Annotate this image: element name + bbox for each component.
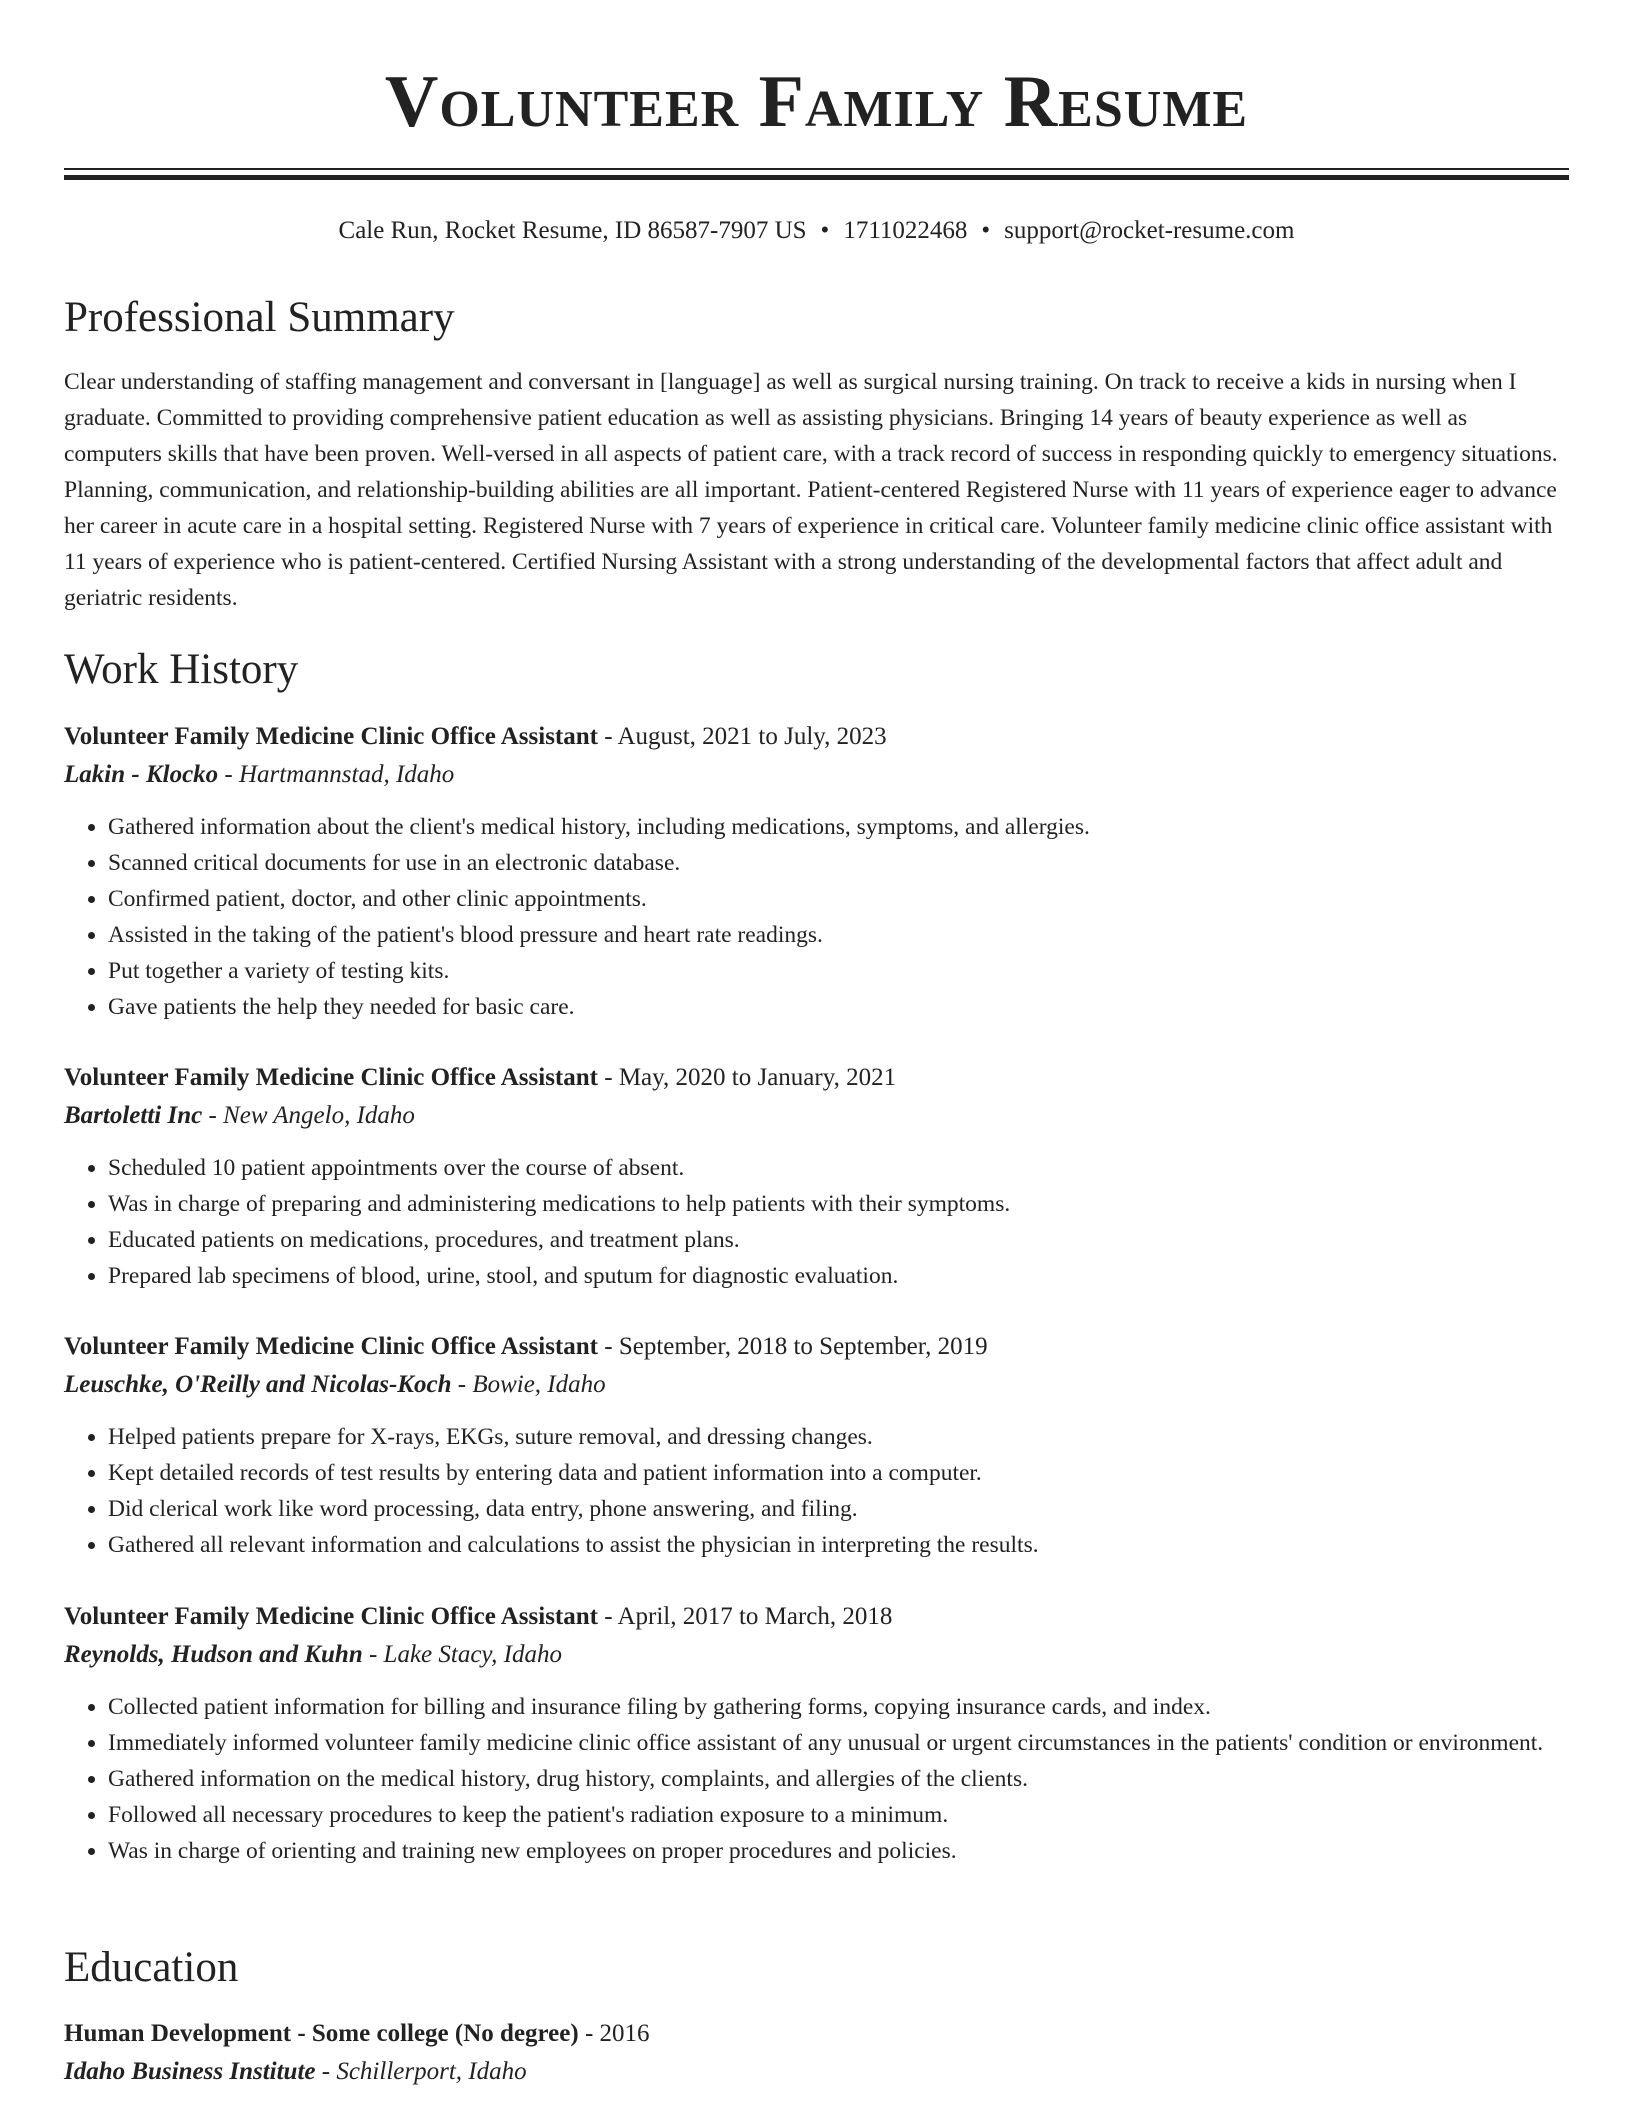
job-duty: • Was in charge of preparing and administering medications to help patients with their symptoms. — [108, 1186, 1569, 1222]
job-location: Lake Stacy, Idaho — [383, 1641, 562, 1668]
education-degree: Human Development - Some college (No degree) — [64, 2020, 579, 2047]
title-rule-thick — [64, 175, 1569, 180]
job-duty: • Scanned critical documents for use in an electronic database. — [108, 845, 1569, 881]
job-dates: September, 2018 to September, 2019 — [618, 1333, 988, 1360]
job-company: Lakin - Klocko — [64, 761, 219, 788]
job-location: Hartmannstad, Idaho — [239, 761, 455, 788]
job-header: Volunteer Family Medicine Clinic Office Assistant - September, 2018 to September, 2019 — [64, 1333, 988, 1360]
job-dates: May, 2020 to January, 2021 — [618, 1064, 897, 1091]
contact-line — [64, 215, 1569, 247]
job-duty: • Immediately informed volunteer family medicine clinic office assistant of any unusual or urgent circumstances in the patients' condition or environment. — [108, 1725, 1569, 1761]
job-location: New Angelo, Idaho — [223, 1102, 415, 1129]
contact-phone: 1711022468 — [843, 217, 968, 244]
job-employer: Reynolds, Hudson and Kuhn - Lake Stacy, Idaho — [64, 1641, 562, 1668]
job-duty: • Did clerical work like word processing, data entry, phone answering, and filing. — [108, 1491, 1569, 1527]
job-title: Volunteer Family Medicine Clinic Office Assistant — [64, 1603, 598, 1630]
job-duty: • Gathered information on the medical history, drug history, complaints, and allergies of the clients. — [108, 1761, 1569, 1797]
job-duty: • Assisted in the taking of the patient's blood pressure and heart rate readings. — [108, 917, 1569, 953]
job-dates: April, 2017 to March, 2018 — [617, 1603, 893, 1630]
education-year: 2016 — [599, 2020, 650, 2047]
contact-separator: • — [820, 217, 830, 244]
education-entry — [64, 2016, 1569, 2094]
education-institution: Idaho Business Institute - Schillerport, Idaho — [64, 2058, 527, 2085]
resume-content — [64, 0, 1569, 2085]
summary-heading: Professional Summary — [64, 294, 455, 341]
job-company: Bartoletti Inc — [64, 1102, 203, 1129]
education-school: Idaho Business Institute — [64, 2058, 316, 2085]
education-location: Schillerport, Idaho — [336, 2058, 527, 2085]
job-employer: Bartoletti Inc - New Angelo, Idaho — [64, 1102, 415, 1129]
job-duty: • Helped patients prepare for X-rays, EKGs, suture removal, and dressing changes. — [108, 1419, 1569, 1455]
contact-address: Cale Run, Rocket Resume, ID 86587-7907 US — [338, 217, 807, 244]
education-heading: Education — [64, 1944, 239, 1991]
job-company: Leuschke, O'Reilly and Nicolas-Koch — [64, 1371, 452, 1398]
job-employer: Leuschke, O'Reilly and Nicolas-Koch - Bowie, Idaho — [64, 1371, 606, 1398]
education-header: Human Development - Some college (No degree) - 2016 — [64, 2020, 650, 2047]
job-duty: • Followed all necessary procedures to keep the patient's radiation exposure to a minimum. — [108, 1797, 1569, 1833]
job-duties-list — [64, 1419, 1569, 1563]
work-history-heading: Work History — [64, 646, 299, 693]
job-entry — [64, 1329, 1569, 1563]
summary-text: Clear understanding of staffing management and conversant in [language] as well as surgical nursing training. On track to receive a kids in nursing when I graduate. Committed to providing comprehensive patient education as well as assisting physicians. Bringing 14 years of beauty experience as well as computers skills that have been proven. Well-versed in all aspects of patient care, with a track record of success in responding quickly to emergency situations. Planning, communication, and relationship-building abilities are all important. Patient-centered Registered Nurse with 11 years of experience eager to advance her career in acute care in a hospital setting. Registered Nurse with 7 years of experience in critical care. Volunteer family medicine clinic office assistant with 11 years of experience who is patient-centered. Certified Nursing Assistant with a strong understanding of the developmental factors that affect adult and geriatric residents. — [64, 369, 1558, 611]
job-duty: • Gathered information about the client's medical history, including medications, symptoms, and allergies. — [108, 809, 1569, 845]
job-company: Reynolds, Hudson and Kuhn — [64, 1641, 363, 1668]
job-duty: • Collected patient information for billing and insurance filing by gathering forms, copying insurance cards, and index. — [108, 1689, 1569, 1725]
job-title: Volunteer Family Medicine Clinic Office Assistant — [64, 1064, 598, 1091]
job-employer: Lakin - Klocko - Hartmannstad, Idaho — [64, 761, 455, 788]
job-duty: • Kept detailed records of test results by entering data and patient information into a computer. — [108, 1455, 1569, 1491]
job-title: Volunteer Family Medicine Clinic Office Assistant — [64, 1333, 598, 1360]
job-header: Volunteer Family Medicine Clinic Office Assistant - May, 2020 to January, 2021 — [64, 1064, 897, 1091]
job-duty: • Put together a variety of testing kits. — [108, 953, 1569, 989]
job-entry — [64, 1060, 1569, 1294]
job-title: Volunteer Family Medicine Clinic Office Assistant — [64, 723, 598, 750]
job-duty: • Prepared lab specimens of blood, urine, stool, and sputum for diagnostic evaluation. — [108, 1258, 1569, 1294]
contact-email[interactable]: support@rocket-resume.com — [1004, 217, 1295, 244]
job-duty: • Gathered all relevant information and calculations to assist the physician in interpreting the results. — [108, 1527, 1569, 1563]
job-duties-list — [64, 1150, 1569, 1294]
job-dates: August, 2021 to July, 2023 — [617, 723, 887, 750]
job-entry — [64, 719, 1569, 1025]
job-header: Volunteer Family Medicine Clinic Office Assistant - April, 2017 to March, 2018 — [64, 1603, 893, 1630]
resume-title: Volunteer Family Resume — [384, 61, 1249, 143]
title-rule-thin — [64, 168, 1569, 170]
job-location: Bowie, Idaho — [472, 1371, 606, 1398]
job-header: Volunteer Family Medicine Clinic Office Assistant - August, 2021 to July, 2023 — [64, 723, 887, 750]
job-duty: • Was in charge of orienting and training new employees on proper procedures and policies. — [108, 1833, 1569, 1869]
job-duties-list — [64, 809, 1569, 1025]
job-entry — [64, 1599, 1569, 1869]
job-duties-list — [64, 1689, 1569, 1869]
contact-separator: • — [981, 217, 991, 244]
job-duty: • Scheduled 10 patient appointments over the course of absent. — [108, 1150, 1569, 1186]
job-duty: • Confirmed patient, doctor, and other clinic appointments. — [108, 881, 1569, 917]
job-duty: • Educated patients on medications, procedures, and treatment plans. — [108, 1222, 1569, 1258]
job-duty: • Gave patients the help they needed for basic care. — [108, 989, 1569, 1025]
